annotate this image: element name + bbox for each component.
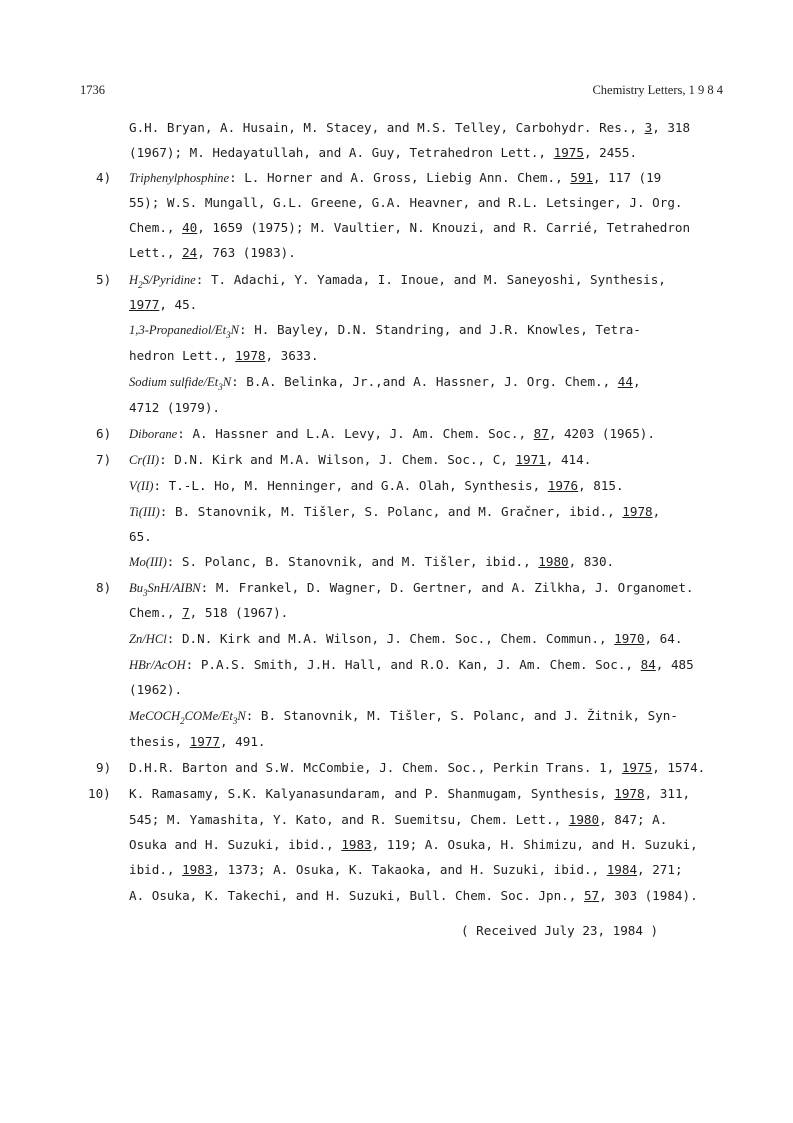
ref-number: 6) [96,426,112,441]
journal-header: Chemistry Letters, 1 9 8 4 [592,83,723,97]
ref-line: Triphenylphosphine: L. Horner and A. Gross, Liebig Ann. Chem., 591, 117 (19 [129,170,662,185]
page-number: 1736 [80,83,105,97]
ref-line: Sodium sulfide/$Et_3N$: B.A. Belinka, Jr.,and A. Hassner, J. Org. Chem., 44, [129,374,641,392]
ref-line: Zn/HCl: D.N. Kirk and M.A. Wilson, J. Chem. Soc., Chem. Commun., 1970, 64. [129,631,683,646]
ref-number: 5) [96,272,112,287]
ref-line: G.H. Bryan, A. Husain, M. Stacey, and M.S. Telley, Carbohydr. Res., 3, 318 [129,120,691,135]
ref-line: K. Ramasamy, S.K. Kalyanasundaram, and P. Shanmugam, Synthesis, 1978, 311, [129,786,691,801]
ref-line: 1977, 45. [129,297,198,312]
ref-line: Ti(III): B. Stanovnik, M. Tišler, S. Polanc, and M. Gračner, ibid., 1978, [129,504,661,519]
ref-line: V(II): T.-L. Ho, M. Henninger, and G.A. Olah, Synthesis, 1976, 815. [129,478,624,493]
ref-line: Chem., 7, 518 (1967). [129,605,289,620]
ref-line: Lett., 24, 763 (1983). [129,245,296,260]
ref-line: thesis, 1977, 491. [129,734,266,749]
ref-line: $Bu_3SnH$/AIBN: M. Frankel, D. Wagner, D. Gertner, and A. Zilkha, J. Organomet. [129,580,694,598]
ref-line: Cr(II): D.N. Kirk and M.A. Wilson, J. Chem. Soc., C, 1971, 414. [129,452,592,467]
ref-number: 7) [96,452,112,467]
ref-line: Osuka and H. Suzuki, ibid., 1983, 119; A. Osuka, H. Shimizu, and H. Suzuki, [129,837,698,852]
ref-line: 65. [129,529,152,544]
ref-line: ibid., 1983, 1373; A. Osuka, K. Takaoka, and H. Suzuki, ibid., 1984, 271; [129,862,683,877]
received-date: ( Received July 23, 1984 ) [461,923,659,938]
ref-line: 4712 (1979). [129,400,220,415]
ref-line: D.H.R. Barton and S.W. McCombie, J. Chem. Soc., Perkin Trans. 1, 1975, 1574. [129,760,706,775]
ref-line: 545; M. Yamashita, Y. Kato, and R. Suemitsu, Chem. Lett., 1980, 847; A. [129,812,668,827]
ref-line: hedron Lett., 1978, 3633. [129,348,319,363]
ref-line: (1967); M. Hedayatullah, and A. Guy, Tetrahedron Lett., 1975, 2455. [129,145,638,160]
ref-number: 9) [96,760,112,775]
ref-line: $MeCOCH_2COMe/Et_3N$: B. Stanovnik, M. Tišler, S. Polanc, and J. Žitnik, Syn- [129,708,678,726]
ref-line: $1,3-Propanediol/Et_3N$: H. Bayley, D.N. Standring, and J.R. Knowles, Tetra- [129,322,641,340]
ref-line: 55); W.S. Mungall, G.L. Greene, G.A. Heavner, and R.L. Letsinger, J. Org. [129,195,683,210]
ref-line: Mo(III): S. Polanc, B. Stanovnik, and M. Tišler, ibid., 1980, 830. [129,554,615,569]
ref-line: A. Osuka, K. Takechi, and H. Suzuki, Bull. Chem. Soc. Jpn., 57, 303 (1984). [129,888,698,903]
ref-line: (1962). [129,682,183,697]
ref-number: 8) [96,580,112,595]
ref-line: HBr/AcOH: P.A.S. Smith, J.H. Hall, and R.O. Kan, J. Am. Chem. Soc., 84, 485 [129,657,694,672]
ref-line: $H_2S$/Pyridine: T. Adachi, Y. Yamada, I. Inoue, and M. Saneyoshi, Synthesis, [129,272,666,290]
ref-number: 10) [88,786,111,801]
ref-line: Diborane: A. Hassner and L.A. Levy, J. Am. Chem. Soc., 87, 4203 (1965). [129,426,655,441]
ref-line: Chem., 40, 1659 (1975); M. Vaultier, N. Knouzi, and R. Carrié, Tetrahedron [129,220,691,235]
ref-number: 4) [96,170,112,185]
